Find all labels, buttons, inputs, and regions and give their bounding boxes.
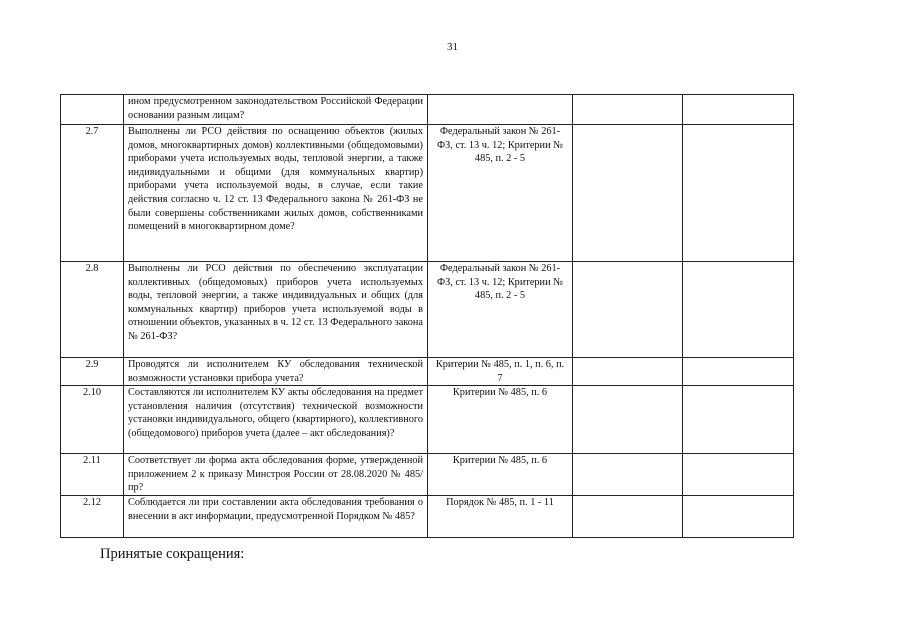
checklist-table [60, 94, 794, 538]
row-empty-cell [573, 262, 683, 358]
row-empty-cell [683, 454, 794, 496]
row-empty-cell [573, 95, 683, 125]
table-row [61, 95, 794, 125]
row-empty-cell [683, 125, 794, 262]
row-empty-cell [573, 386, 683, 454]
table-row [61, 358, 794, 386]
table-row [61, 386, 794, 454]
row-empty-cell [573, 496, 683, 538]
page-number: 31 [447, 41, 458, 53]
row-empty-cell [683, 262, 794, 358]
row-reference: Федеральный закон № 261-ФЗ, ст. 13 ч. 12; Критерии № 485, п. 2 - 5 [428, 125, 573, 262]
row-number: 2.12 [61, 496, 124, 538]
table-row [61, 496, 794, 538]
row-reference: Критерии № 485, п. 1, п. 6, п. 7 [428, 358, 573, 386]
row-question: Выполнены ли РСО действия по оснащению объектов (жилых домов, многоквартирных домов) коллективными (общедомовыми) приборами учета используемых воды, тепловой энергии, а также индивидуальными и общими (для коммунальных квартир) приборами учета используемой воды, в случае, если такие действия согласно ч. 12 ст. 13 Федерального закона № 261-ФЗ не были совершены собственниками жилых домов, собственниками помещений в многоквартирном доме? [124, 125, 428, 262]
row-number: 2.10 [61, 386, 124, 454]
row-reference: Федеральный закон № 261-ФЗ, ст. 13 ч. 12; Критерии № 485, п. 2 - 5 [428, 262, 573, 358]
row-reference: Критерии № 485, п. 6 [428, 454, 573, 496]
row-empty-cell [573, 454, 683, 496]
row-empty-cell [683, 95, 794, 125]
row-empty-cell [573, 358, 683, 386]
row-empty-cell [683, 496, 794, 538]
row-number: 2.8 [61, 262, 124, 358]
row-empty-cell [683, 358, 794, 386]
row-number: 2.11 [61, 454, 124, 496]
row-question: Соблюдается ли при составлении акта обследования требования о внесении в акт информации, предусмотренной Порядком № 485? [124, 496, 428, 538]
row-number: 2.9 [61, 358, 124, 386]
row-empty-cell [683, 386, 794, 454]
table-row [61, 454, 794, 496]
table-row [61, 125, 794, 262]
table-row [61, 262, 794, 358]
row-question: Проводятся ли исполнителем КУ обследования технической возможности установки прибора учета? [124, 358, 428, 386]
row-empty-cell [573, 125, 683, 262]
row-question: Выполнены ли РСО действия по обеспечению эксплуатации коллективных (общедомовых) приборов учета используемых воды, тепловой энергии, а также индивидуальных и общих (для коммунальных квартир) приборов учета используемой воды в отношении объектов, указанных в ч. 12 ст. 13 Федерального закона № 261-ФЗ? [124, 262, 428, 358]
abbreviations-heading: Принятые сокращения: [100, 546, 245, 562]
row-reference [428, 95, 573, 125]
row-question: Соответствует ли форма акта обследования форме, утвержденной приложением 2 к приказу Минстроя России от 28.08.2020 № 485/пр? [124, 454, 428, 496]
row-question: ином предусмотренном законодательством Российской Федерации основании разным лицам? [124, 95, 428, 125]
row-reference: Критерии № 485, п. 6 [428, 386, 573, 454]
row-number: 2.7 [61, 125, 124, 262]
row-number [61, 95, 124, 125]
row-question: Составляются ли исполнителем КУ акты обследования на предмет установления наличия (отсутствия) технической возможности установки индивидуального, общего (квартирного), коллективного (общедомового) приборов учета (далее – акт обследования)? [124, 386, 428, 454]
row-reference: Порядок № 485, п. 1 - 11 [428, 496, 573, 538]
